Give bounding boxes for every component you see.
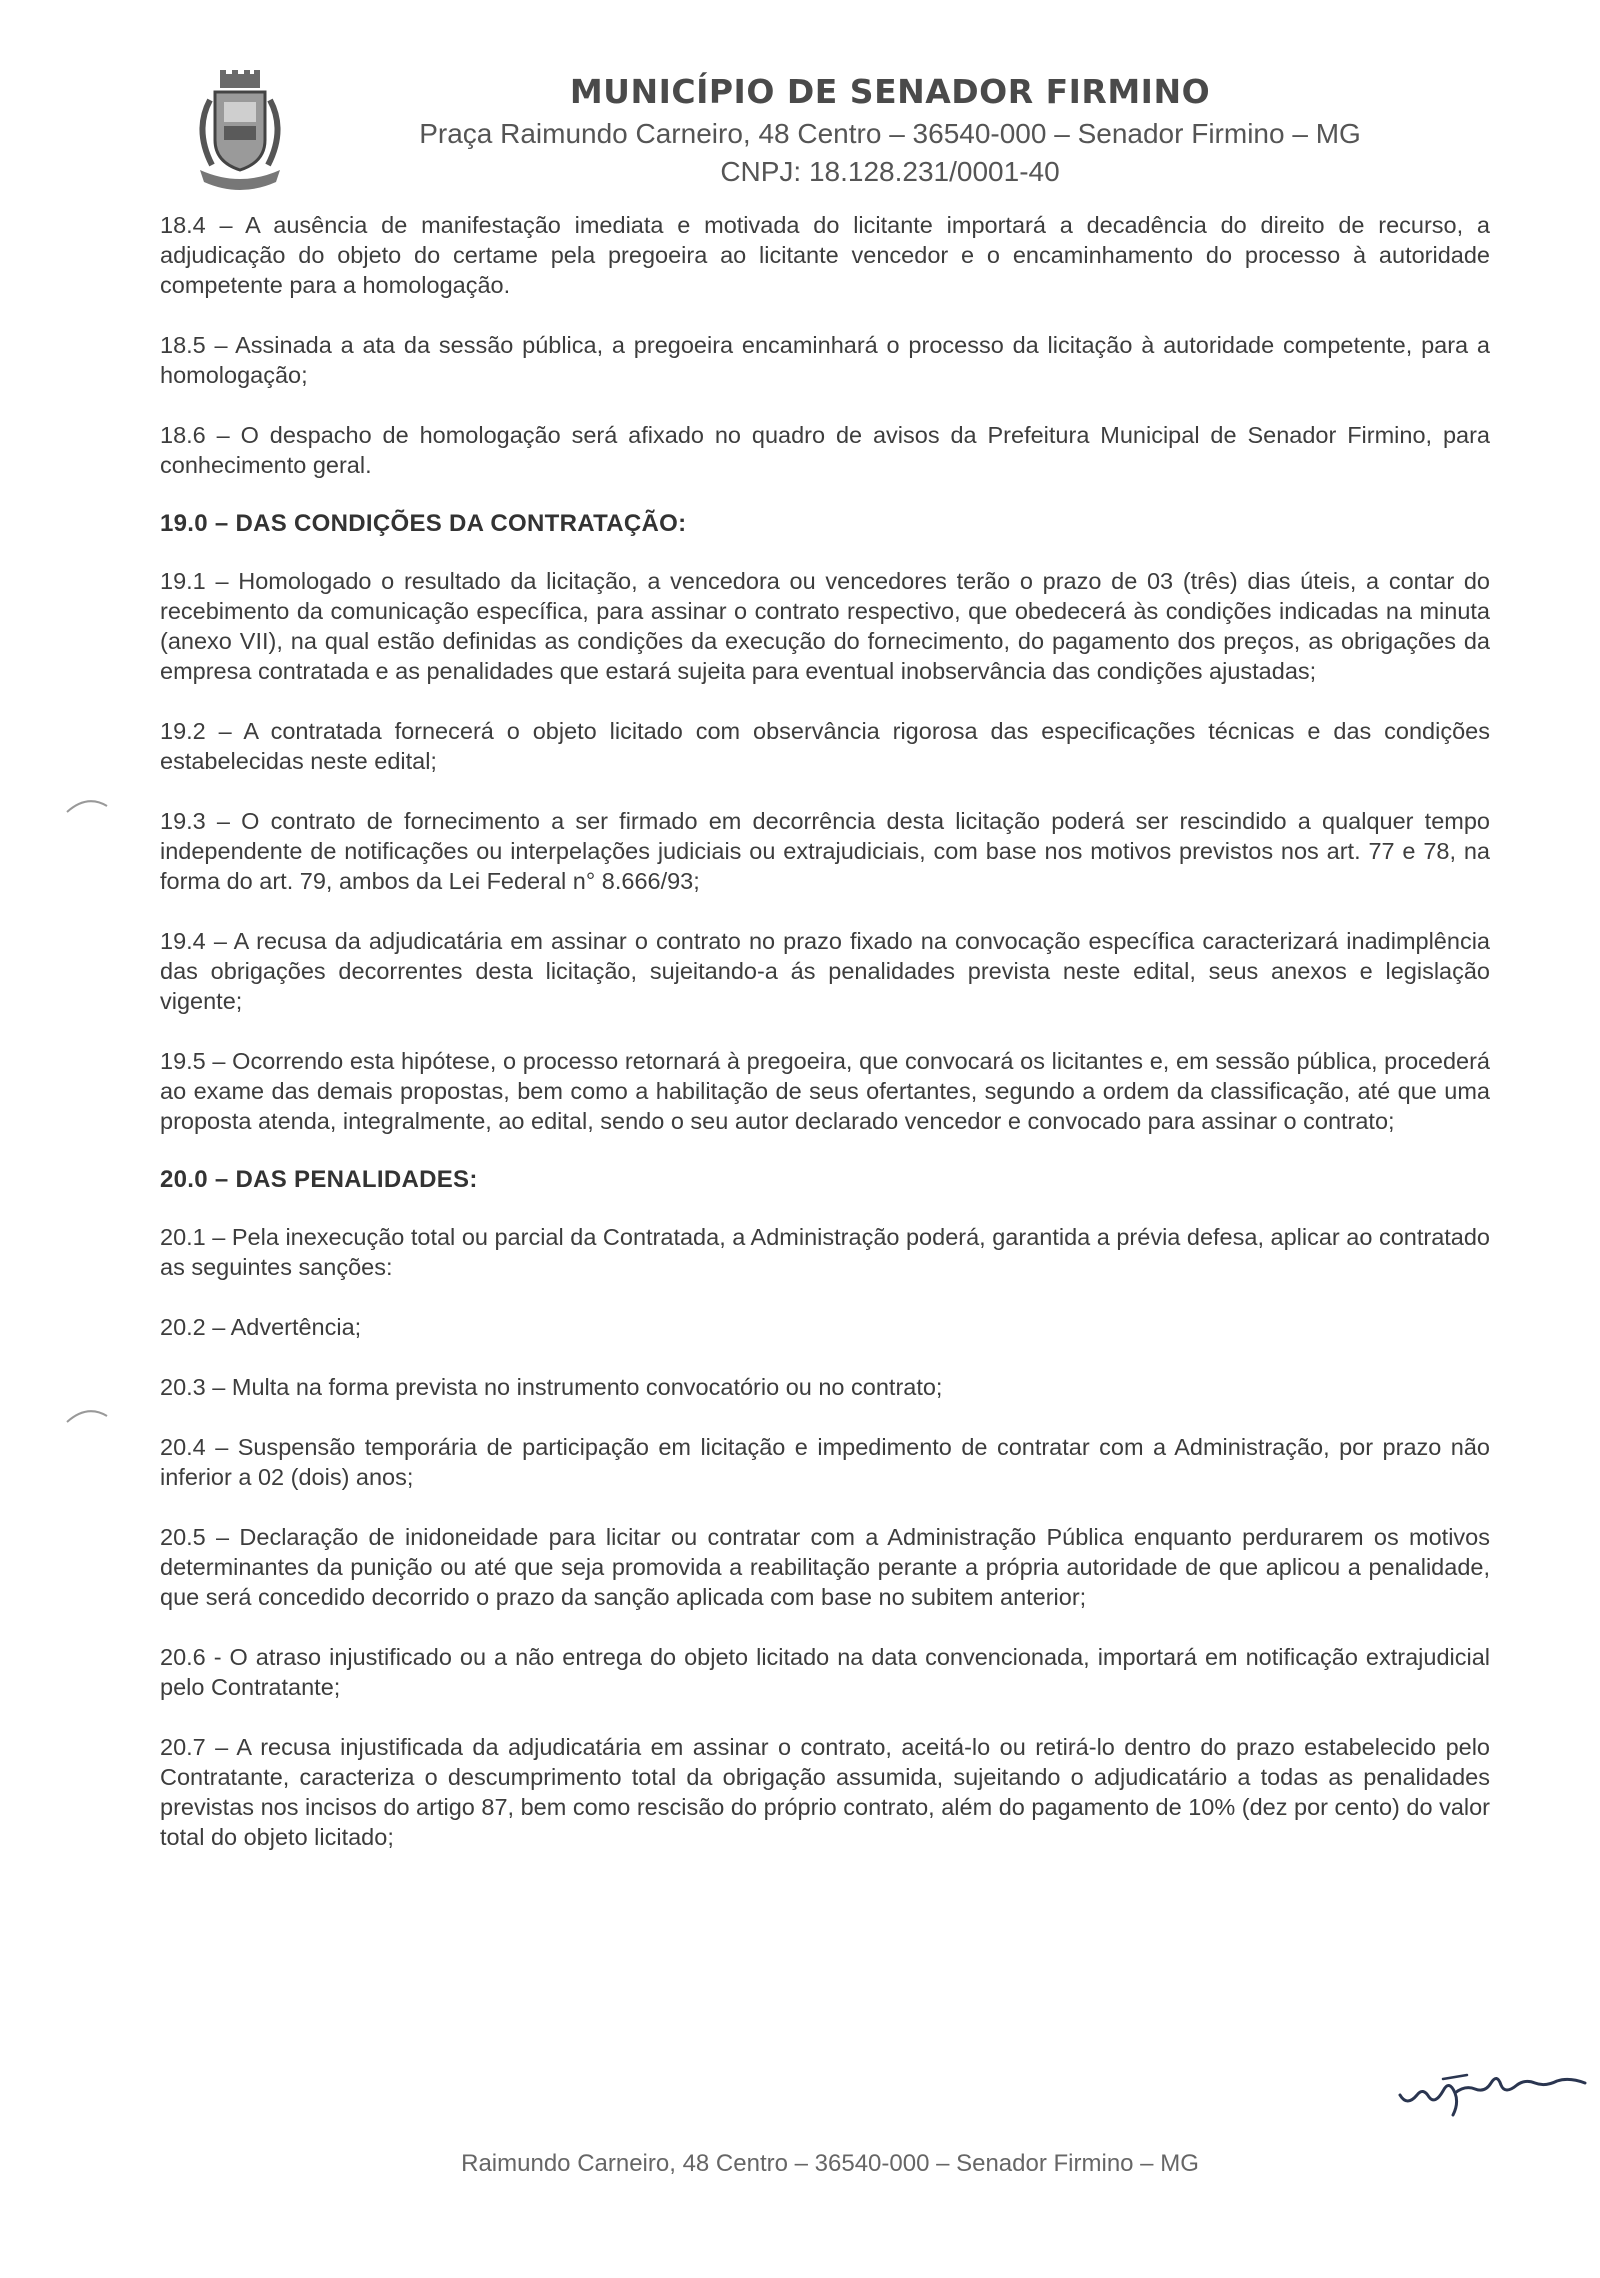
letterhead (180, 62, 1480, 192)
margin-mark-icon (62, 1400, 122, 1430)
clause-19-1: 19.1 – Homologado o resultado da licitação, a vencedora ou vencedores terão o prazo de 03 (três) dias úteis, a contar do recebimento da comunicação específica, para assinar o contrato respectivo, que obedecerá às condições indicadas na minuta (anexo VII), na qual estão definidas as condições da execução do fornecimento, do pagamento dos preços, as obrigações da empresa contratada e as penalidades que estará sujeita para eventual inobservância das condições ajustadas; (160, 568, 1490, 684)
clause-20-6: 20.6 - O atraso injustificado ou a não entrega do objeto licitado na data convencionada, importará em notificação extrajudicial pelo Contratante; (160, 1644, 1490, 1700)
clause-18-4: 18.4 – A ausência de manifestação imediata e motivada do licitante importará a decadência do direito de recurso, a adjudicação do objeto do certame pela pregoeira ao licitante vencedor e o encaminhamento do processo à autoridade competente para a homologação. (160, 212, 1490, 298)
clause-20-5: 20.5 – Declaração de inidoneidade para licitar ou contratar com a Administração Pública enquanto perdurarem os motivos determinantes da punição ou até que seja promovida a reabilitação perante a própria autoridade de que aplicou a penalidade, que será concedido decorrido o prazo da sanção aplicada com base no subitem anterior; (160, 1524, 1490, 1610)
clause-19-4: 19.4 – A recusa da adjudicatária em assinar o contrato no prazo fixado na convocação específica caracterizará inadimplência das obrigações decorrentes desta licitação, sujeitando-a ás penalidades prevista neste edital, seus anexos e legislação vigente; (160, 928, 1490, 1014)
section-heading-19: 19.0 – DAS CONDIÇÕES DA CONTRATAÇÃO: (160, 510, 687, 537)
page-footer-address: Raimundo Carneiro, 48 Centro – 36540-000 – Senador Firmino – MG (461, 2150, 1199, 2177)
clause-19-3: 19.3 – O contrato de fornecimento a ser firmado em decorrência desta licitação poderá ser rescindido a qualquer tempo independente de notificações ou interpelações judiciais ou extrajudiciais, com base nos motivos previstos nos art. 77 e 78, na forma do art. 79, ambos da Lei Federal n° 8.666/93; (160, 808, 1490, 894)
clause-19-2: 19.2 – A contratada fornecerá o objeto licitado com observância rigorosa das especificações técnicas e das condições estabelecidas neste edital; (160, 718, 1490, 774)
municipality-address: Praça Raimundo Carneiro, 48 Centro – 36540-000 – Senador Firmino – MG (419, 118, 1361, 149)
municipality-cnpj: CNPJ: 18.128.231/0001-40 (720, 156, 1060, 187)
section-heading-20: 20.0 – DAS PENALIDADES: (160, 1166, 478, 1193)
margin-mark-icon (62, 790, 122, 820)
document-body (160, 210, 1490, 1882)
clause-20-1: 20.1 – Pela inexecução total ou parcial da Contratada, a Administração poderá, garantida a prévia defesa, aplicar ao contratado as seguintes sanções: (160, 1224, 1490, 1280)
clause-20-7: 20.7 – A recusa injustificada da adjudicatária em assinar o contrato, aceitá-lo ou retirá-lo dentro do prazo estabelecido pelo Contratante, caracteriza o descumprimento total da obrigação assumida, sujeitando o adjudicatário a todas as penalidades previstas nos incisos do artigo 87, bem como rescisão do próprio contrato, além do pagamento de 10% (dez por cento) do valor total do objeto licitado; (160, 1734, 1490, 1850)
clause-18-5: 18.5 – Assinada a ata da sessão pública, a pregoeira encaminhará o processo da licitação à autoridade competente, para a homologação; (160, 332, 1490, 388)
clause-20-4: 20.4 – Suspensão temporária de participação em licitação e impedimento de contratar com a Administração, por prazo não inferior a 02 (dois) anos; (160, 1434, 1490, 1490)
clause-20-2: 20.2 – Advertência; (160, 1314, 362, 1340)
signature-initials (1395, 2045, 1595, 2125)
clause-20-3: 20.3 – Multa na forma prevista no instrumento convocatório ou no contrato; (160, 1374, 943, 1400)
municipality-title: MUNICÍPIO DE SENADOR FIRMINO (569, 72, 1211, 111)
clause-19-5: 19.5 – Ocorrendo esta hipótese, o processo retornará à pregoeira, que convocará os licitantes e, em sessão pública, procederá ao exame das demais propostas, bem como a habilitação de seus ofertantes, segundo a ordem da classificação, até que uma proposta atenda, integralmente, ao edital, sendo o seu autor declarado vencedor e convocado para assinar o contrato; (160, 1048, 1490, 1134)
clause-18-6: 18.6 – O despacho de homologação será afixado no quadro de avisos da Prefeitura Municipal de Senador Firmino, para conhecimento geral. (160, 422, 1490, 478)
